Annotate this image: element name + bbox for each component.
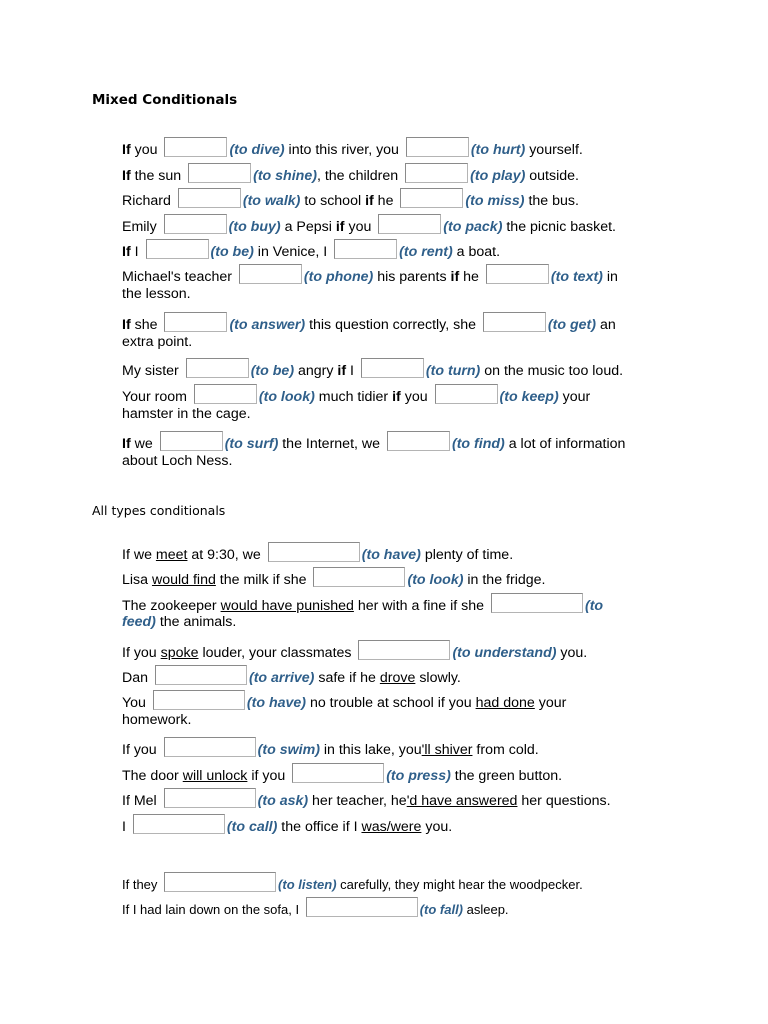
answer-input-box[interactable] [483,312,546,332]
underlined-verb: was/were [361,819,422,835]
sentence-text: If Mel [122,793,161,809]
answer-input-box[interactable] [164,214,227,234]
sentence-text: If you [122,742,161,758]
sentence-text: the green button. [450,768,563,784]
sentence-text: My sister [122,363,183,379]
item-sentence [122,814,452,836]
sentence-text: in the fridge. [463,572,546,588]
item-sentence [122,214,616,236]
sentence-text: the picnic basket. [502,219,616,235]
item-sentence [122,358,623,380]
answer-input-box[interactable] [378,214,441,234]
sentence-text: I [130,244,143,260]
sentence-text: you [130,142,162,158]
verb-hint: (to shine) [253,168,317,184]
underlined-verb: had done [475,695,535,711]
verb-hint: (to have) [361,547,421,563]
answer-input-box[interactable] [164,788,256,808]
sentence-text: at 9:30, we [187,547,265,563]
sentence-text: The door [122,768,183,784]
answer-input-box[interactable] [239,264,302,284]
verb-hint: (to be) [250,363,295,379]
sentence-text: the animals. [155,614,237,630]
sentence-text: your [558,389,591,405]
verb-hint: (to dive) [229,142,285,158]
sentence-text: angry [294,363,338,379]
verb-hint: (to answer) [229,317,306,333]
verb-hint: (to text) [550,269,603,285]
item-continuation: the lesson. [122,286,191,302]
sentence-text: yourself. [525,142,583,158]
sentence-text: Michael's teacher [122,269,236,285]
sentence-text: Dan [122,670,152,686]
sentence-text: you [344,219,376,235]
answer-input-box[interactable] [292,763,384,783]
verb-hint: (to arrive) [248,670,315,686]
item-sentence [122,188,579,210]
answer-input-box[interactable] [361,358,424,378]
answer-input-box[interactable] [306,897,418,917]
item-sentence [122,737,539,759]
answer-input-box[interactable] [153,690,245,710]
item-sentence [122,312,616,334]
item-sentence [122,897,509,918]
verb-hint: (to fall) [419,902,464,917]
answer-input-box[interactable] [435,384,498,404]
sentence-text: into this river, you [284,142,403,158]
verb-hint: (to find) [451,436,505,452]
item-continuation: homework. [122,712,192,728]
underlined-verb: will unlock [182,768,248,784]
verb-hint: (to hurt) [470,142,526,158]
item-sentence [122,431,625,453]
sentence-text: her questions. [517,793,611,809]
all-types-title: All types conditionals [92,503,226,518]
item-sentence [122,665,461,687]
sentence-text: a Pepsi [280,219,336,235]
bold-keyword: if [450,269,460,285]
sentence-text: Your room [122,389,191,405]
item-sentence [122,690,566,712]
sentence-text: your [534,695,567,711]
answer-input-box[interactable] [188,163,251,183]
bold-keyword: if [392,389,401,405]
item-sentence [122,137,583,159]
item-continuation: extra point. [122,334,193,350]
verb-hint: (to understand) [452,645,557,661]
verb-hint: (to miss) [465,193,525,209]
answer-input-box[interactable] [178,188,241,208]
verb-hint: (to pack) [443,219,503,235]
sentence-text: in this lake, you [319,742,422,758]
bold-keyword: if [335,219,345,235]
sentence-text: slowly. [415,670,461,686]
verb-hint: (to play) [470,168,526,184]
sentence-text: you [400,389,432,405]
verb-hint: (to keep) [499,389,559,405]
answer-input-box[interactable] [268,542,360,562]
answer-input-box[interactable] [405,163,468,183]
sentence-text: his parents [373,269,451,285]
sentence-text: if you [247,768,290,784]
sentence-text: Lisa [122,572,152,588]
answer-input-box[interactable] [358,640,450,660]
sentence-text: , the children [316,168,403,184]
sentence-text: we [130,436,157,452]
item-sentence [122,788,611,810]
sentence-text: to school [300,193,366,209]
verb-hint: (to look) [407,572,464,588]
answer-input-box[interactable] [486,264,549,284]
sentence-text: the milk if she [215,572,311,588]
answer-input-box[interactable] [164,312,227,332]
sentence-text: I [346,363,358,379]
sentence-text: her teacher, he [308,793,407,809]
bold-keyword: If [122,168,131,184]
verb-hint: (to listen) [278,877,337,892]
sentence-text: outside. [525,168,579,184]
verb-hint: feed) [122,614,156,630]
sentence-text: the bus. [524,193,579,209]
sentence-text: in Venice, I [253,244,332,260]
item-sentence [122,163,579,185]
answer-input-box[interactable] [313,567,405,587]
item-sentence [122,872,583,893]
answer-input-box[interactable] [155,665,247,685]
underlined-verb: meet [155,547,188,563]
verb-hint: (to turn) [425,363,481,379]
sentence-text: on the music too loud. [480,363,624,379]
answer-input-box[interactable] [387,431,450,451]
item-continuation: about Loch Ness. [122,453,233,469]
answer-input-box[interactable] [491,593,583,613]
bold-keyword: If [122,244,131,260]
item-sentence [122,593,603,615]
underlined-verb: spoke [160,645,199,661]
item-continuation [122,614,236,631]
sentence-text: he [459,269,483,285]
verb-hint: (to look) [258,389,315,405]
answer-input-box[interactable] [146,239,209,259]
sentence-text: an [596,317,616,333]
sentence-text: he [373,193,398,209]
sentence-text: the office if I [277,819,362,835]
answer-input-box[interactable] [334,239,397,259]
underlined-verb: 'll shiver [421,742,473,758]
sentence-text: If I had lain down on the sofa, I [122,902,303,917]
item-sentence [122,567,545,589]
answer-input-box[interactable] [186,358,249,378]
verb-hint: (to be) [210,244,254,260]
sentence-text: the Internet, we [278,436,384,452]
sentence-text: her with a fine if she [353,598,488,614]
sentence-text: the sun [130,168,186,184]
item-continuation: hamster in the cage. [122,406,251,422]
verb-hint: (to surf) [224,436,279,452]
sentence-text: If you [122,645,161,661]
item-sentence [122,542,513,564]
bold-keyword: if [365,193,374,209]
underlined-verb: 'd have answered [406,793,518,809]
answer-input-box[interactable] [160,431,223,451]
underlined-verb: would find [151,572,216,588]
verb-hint: (to walk) [242,193,301,209]
sentence-text: no trouble at school if you [306,695,476,711]
verb-hint: (to rent) [399,244,453,260]
answer-input-box[interactable] [164,872,276,892]
verb-hint: (to get) [547,317,596,333]
sentence-text: safe if he [314,670,380,686]
sentence-text: a boat. [452,244,501,260]
sentence-text: The zookeeper [122,598,221,614]
sentence-text: plenty of time. [420,547,514,563]
verb-hint: (to [584,598,604,614]
sentence-text: from cold. [472,742,539,758]
sentence-text: You [122,695,150,711]
verb-hint: (to call) [226,819,278,835]
bold-keyword: if [337,363,347,379]
underlined-verb: drove [379,670,416,686]
sentence-text: she [130,317,162,333]
verb-hint: (to buy) [228,219,281,235]
verb-hint: (to press) [386,768,451,784]
sentence-text: I [122,819,130,835]
bold-keyword: If [122,436,131,452]
item-sentence [122,239,500,261]
sentence-text: much tidier [314,389,393,405]
item-sentence [122,640,587,662]
sentence-text: Richard [122,193,175,209]
sentence-text: you. [421,819,453,835]
sentence-text: this question correctly, she [305,317,480,333]
item-sentence [122,763,562,785]
answer-input-box[interactable] [406,137,469,157]
sentence-text: If they [122,877,162,892]
answer-input-box[interactable] [133,814,225,834]
underlined-verb: would have punished [220,598,354,614]
sentence-text: in [602,269,618,285]
verb-hint: (to have) [246,695,307,711]
bold-keyword: If [122,317,131,333]
answer-input-box[interactable] [400,188,463,208]
mixed-conditionals-title: Mixed Conditionals [92,92,238,108]
answer-input-box[interactable] [164,137,227,157]
sentence-text: louder, your classmates [198,645,356,661]
bold-keyword: If [122,142,131,158]
item-sentence [122,384,590,406]
verb-hint: (to phone) [303,269,374,285]
answer-input-box[interactable] [194,384,257,404]
sentence-text: a lot of information [504,436,626,452]
verb-hint: (to ask) [257,793,309,809]
sentence-text: you. [556,645,588,661]
answer-input-box[interactable] [164,737,256,757]
sentence-text: If we [122,547,156,563]
item-sentence [122,264,618,286]
sentence-text: asleep. [463,902,509,917]
sentence-text: carefully, they might hear the woodpecker. [336,877,583,892]
sentence-text: Emily [122,219,161,235]
verb-hint: (to swim) [257,742,320,758]
